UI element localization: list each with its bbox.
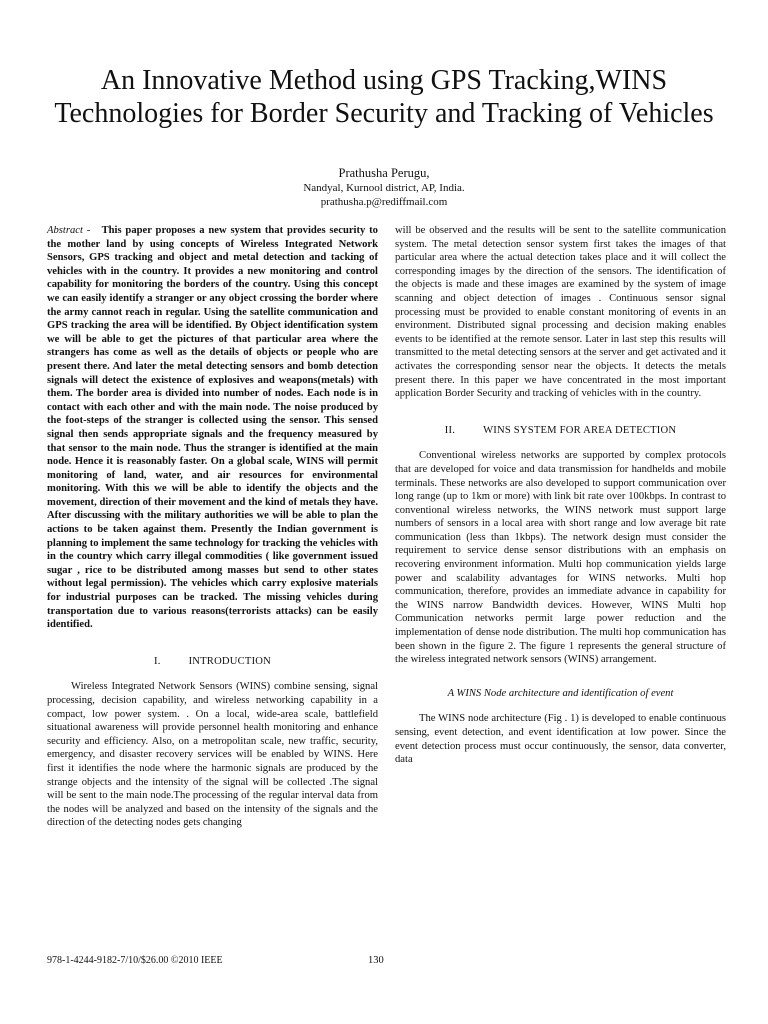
introduction-continued: will be observed and the results will be sent to the satellite communication system. The metal detection sensor system first takes the images of that particular area where the actual detection takes place and it will collect the corresponding images by the direction of the sensors. The identification of the objects is made and these images are examined by the system of image scanning and object detection of images . Continuous sensor signal processing must be provided to enable constant monitoring of events in an environment. Distributed signal processing and decision making enables events to be identified at the remote sensor. Later in last step this results will transmitted to the metal detecting sensors at the server and get activated and it activates the corresponding sensor near the objects. It detects the metals present there. In this paper we have concentrated in the most important application Border Security and tracking of vehicles with in the country. xyxy=(395,225,726,400)
section-number: II. xyxy=(444,424,456,436)
section-number: I. xyxy=(153,655,161,667)
left-column xyxy=(47,224,378,830)
subsection-paragraph: The WINS node architecture (Fig . 1) is developed to enable continuous sensing, event detection, and event identification at low power. Since the event detection process must occur continuously, the sensor, data converter, data xyxy=(395,713,726,766)
abstract xyxy=(47,224,378,632)
abstract-label: Abstract - xyxy=(47,225,91,236)
author-email: prathusha.p@rediffmail.com xyxy=(320,196,448,208)
introduction-paragraph: Wireless Integrated Network Sensors (WINS) combine sensing, signal processing, decision capability, and wireless networking capability in a compact, low power system. . On a local, wide-area scale, battlefield situational awareness will provide personnel health monitoring and enhance security and efficiency. Also, on a metropolitan scale, new traffic, security, emergency, and disaster recovery services will be enabled by WINS. Here first it identifies the node where the harmonic signals are produced by the strange objects and the intensity of the signal will be collected .The signal will be sent to the main node.The processing of the regular interval data from the nodes will be analyzed and based on the intensity of the signals and the direction of the detecting nodes gets changing xyxy=(47,681,378,829)
author-affiliation: Nandyal, Kurnool district, AP, India. xyxy=(303,182,465,194)
paper-title: An Innovative Method using GPS Tracking,WINS Technologies for Border Security and Tracking of Vehicles xyxy=(54,65,714,129)
section-title: INTRODUCTION xyxy=(188,655,271,667)
abstract-text: This paper proposes a new system that provides security to the mother land by using concepts of Wireless Integrated Network Sensors, GPS tracking and object and metal detection and tacking of vehicles with in the country. It provides a new monitoring and control capability for monitoring the borders of the country. Using this concept we can easily identify a stranger or any object crossing the border where the army cannot reach in regular. Using the satellite communication and GPS tracking the area will be identified. By Object identification system we will be able to get the pictures of that particular area where the strangers has come as well as the details of objects or people who are present there. And later the metal detecting sensors and bomb detection signals will detect the existence of explosives and weapons(metals) with them. The border area is divided into number of nodes. Each node is in contact with each other and with the main node. The noise produced by the foot-steps of the stranger is collected using the sensor. This sensed signal then sends appropriate signals and the frequency measured by that sensor to the main node. Thus the stranger is identified at the main node. Hence it is reasonably faster. On a global scale, WINS will permit monitoring of land, water, and air resources for environmental monitoring. With this we will be able to identify the objects and the movement, direction of their movement and the kind of metals they have. After discussing with the military authorities we will be able to plan the actions to be taken against them. Presently the Indian government is planning to implement the same technology for tracking the vehicles with in the country which carry illegal commodities ( like government issued sugar , rice to be distributed among masses but send to other states without legal permission). The vehicles which carry explosive materials for industrial purposes can be tracked. The missing vehicles during transportation due to various reasons(terrorists attacks) can be easily identified. xyxy=(47,225,378,631)
subsection-heading: A WINS Node architecture and identification of event xyxy=(447,687,674,699)
footer-copyright: 978-1-4244-9182-7/10/$26.00 ©2010 IEEE xyxy=(47,955,223,966)
section-title: WINS SYSTEM FOR AREA DETECTION xyxy=(483,424,677,436)
author-block xyxy=(40,166,728,209)
right-column xyxy=(395,224,726,767)
page-number: 130 xyxy=(368,955,384,966)
section-heading-introduction xyxy=(47,655,378,669)
section-heading-wins xyxy=(395,424,726,438)
author-name: Prathusha Perugu, xyxy=(338,166,430,180)
wins-paragraph: Conventional wireless networks are supported by complex protocols that are developed for voice and data transmission for handhelds and mobile terminals. These networks are also developed to support communication over long range (up to 1km or more) with link bit rate over 100kbps. In contrast to conventional wireless networks, the WINS network must support large numbers of sensors in a local area with short range and low average bit rate communication (less than 1kbps). The network design must consider the requirement to service dense sensor distributions with an emphasis on recovering environment information. Multi hop communication yields large power and scalability advantages for WINS networks. Multi hop communication, therefore, provides an immediate advance in capability for the WINS narrow Bandwidth devices. However, WINS Multi hop Communication networks permit large power reduction and the implementation of dense node distribution. The multi hop communication has been shown in the figure 2. The figure 1 represents the general structure of the wireless integrated network sensors (WINS) arrangement. xyxy=(395,450,726,666)
